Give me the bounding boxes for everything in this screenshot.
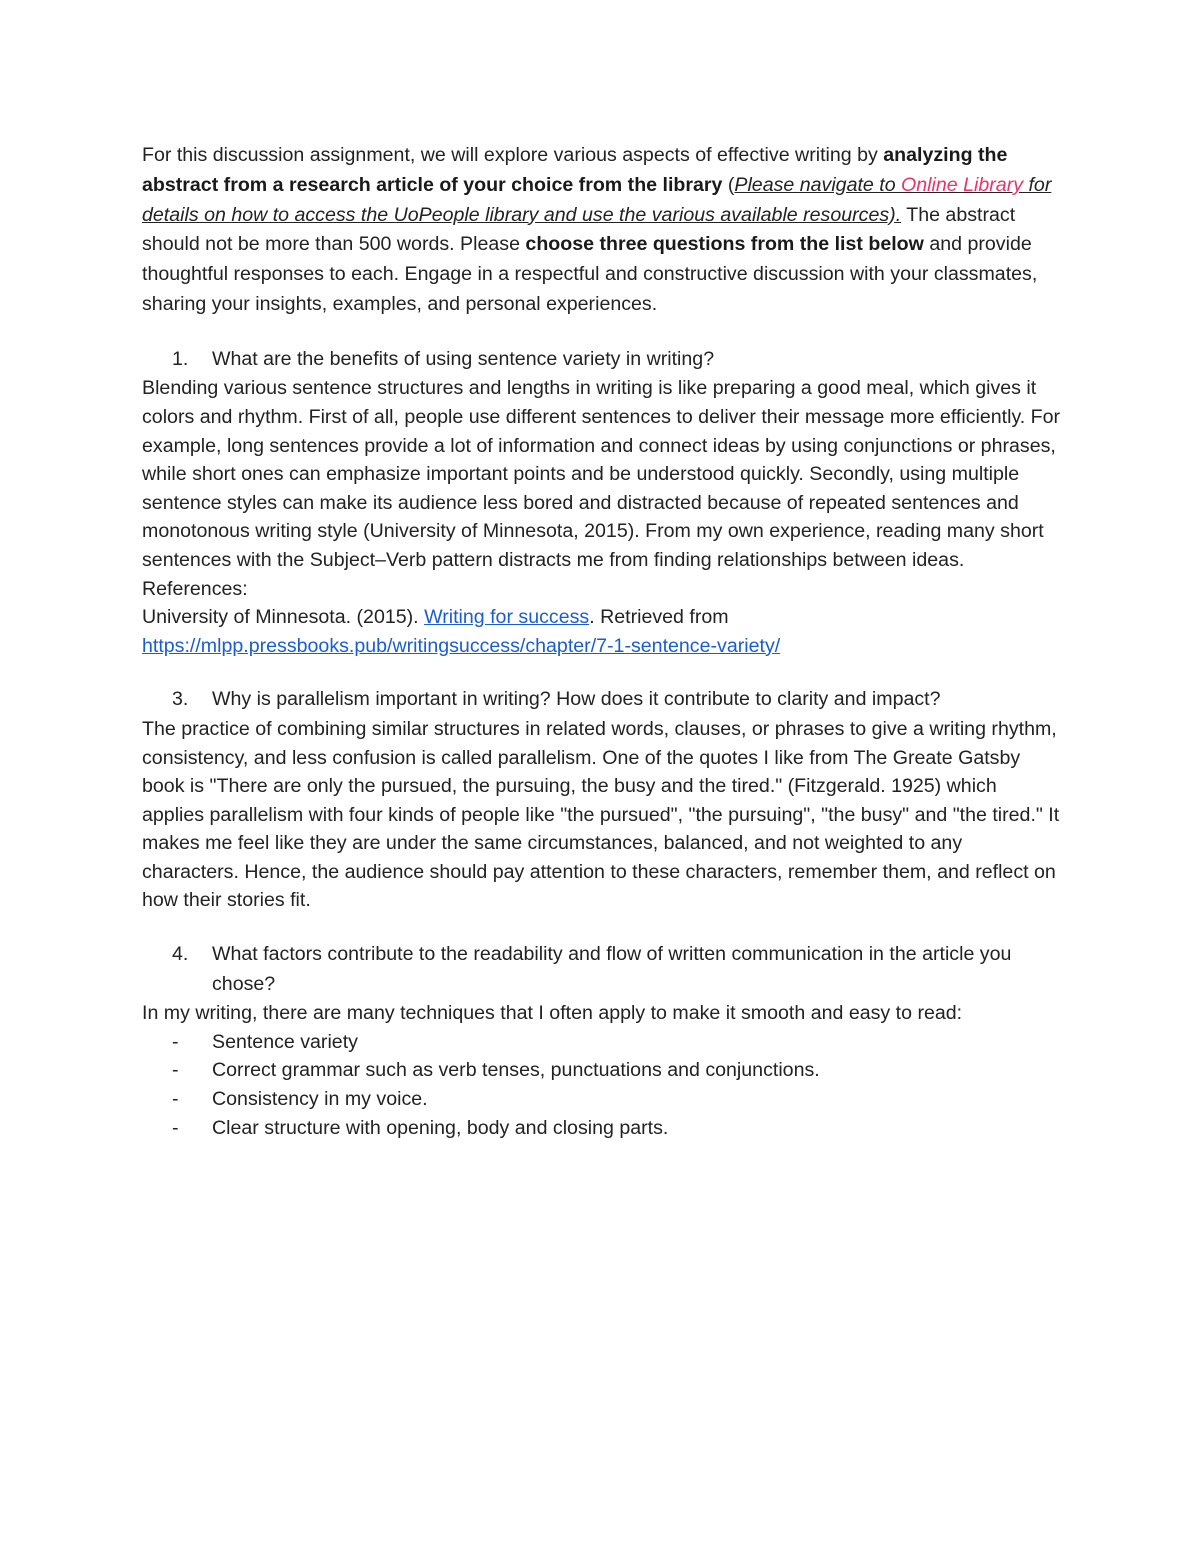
library-note-start: Please navigate to [734, 173, 902, 196]
question-4 [142, 940, 1062, 999]
intro-text-3: and provide thoughtful responses to each. Engage in a respectful and constructive discussion with your classmates, sharing your insights, examples, and personal experiences. [142, 233, 1038, 315]
intro-paren: ( [722, 173, 735, 196]
online-library-link[interactable]: Online Library [901, 173, 1024, 196]
question-1-text: What are the benefits of using sentence variety in writing? [212, 347, 715, 370]
bullet-dash: - [172, 1116, 179, 1139]
bullet-dash: - [172, 1030, 179, 1053]
reference-url-link[interactable]: https://mlpp.pressbooks.pub/writingsuccess/chapter/7-1-sentence-variety/ [142, 634, 781, 657]
bullet-dash: - [172, 1088, 179, 1111]
reference-url-line [142, 632, 1062, 661]
intro-text-1: For this discussion assignment, we will explore various aspects of effective writing by [142, 144, 884, 166]
answer-1: Blending various sentence structures and lengths in writing is like preparing a good meal, which gives it colors and rhythm. First of all, people use different sentences to deliver their message more efficiently. For example, long sentences provide a lot of information and connect ideas by using conjunctions or phrases, while short ones can emphasize important points and be understood quickly. Secondly, using multiple sentence styles can make its audience less bored and distracted because of repeated sentences and monotonous writing style (University of Minnesota, 2015). From my own experience, reading many short sentences with the Subject–Verb pattern distracts me from finding relationships between ideas. [142, 377, 1061, 571]
document-body [142, 141, 1062, 1142]
library-note-end: for details on how to access the UoPeople library and use the various available resources). [142, 173, 1052, 226]
answer-4: In my writing, there are many techniques that I often apply to make it smooth and easy to read: [142, 1002, 963, 1025]
bullet-item [142, 1056, 1062, 1085]
reference-retrieved: . Retrieved from [589, 606, 729, 629]
intro-bold-2: choose three questions from the list below [525, 233, 924, 256]
intro-text-2: The abstract should not be more than 500 words. Please [142, 203, 1016, 256]
question-3-number: 3. [172, 688, 189, 711]
question-1 [142, 345, 1062, 375]
bullet-item [142, 1114, 1062, 1143]
question-4-text: What factors contribute to the readability and flow of written communication in the article you chose? [212, 943, 1012, 995]
references-label: References: [142, 577, 248, 600]
bullet-item [142, 1085, 1062, 1114]
answer-3: The practice of combining similar structures in related words, clauses, or phrases to give a writing rhythm, consistency, and less confusion is called parallelism. One of the quotes I like from The Greate Gatsby book is "There are only the pursued, the pursuing, the busy and the tired." (Fitzgerald. 1925) which applies parallelism with four kinds of people like "the pursued", "the pursuing", "the busy" and "the tired." It makes me feel like they are under the same circumstances, balanced, and not weighted to any characters. Hence, the audience should pay attention to these characters, remember them, and reflect on how their stories fit. [142, 717, 1060, 912]
spacer [142, 915, 1062, 940]
bullet-text: Clear structure with opening, body and closing parts. [212, 1116, 669, 1139]
question-1-number: 1. [172, 347, 189, 370]
reference-entry [142, 603, 1062, 632]
question-4-number: 4. [172, 943, 189, 966]
bullet-item [142, 1028, 1062, 1057]
reference-title-link[interactable]: Writing for success [424, 606, 590, 629]
intro-bold-1: analyzing the abstract from a research article of your choice from the library [142, 144, 1008, 196]
spacer [142, 320, 1062, 345]
intro-paragraph [142, 141, 1062, 320]
spacer [142, 660, 1062, 685]
bullet-text: Sentence variety [212, 1030, 358, 1053]
bullet-text: Consistency in my voice. [212, 1088, 428, 1111]
question-3 [142, 685, 1062, 715]
bullet-dash: - [172, 1059, 179, 1082]
question-3-text: Why is parallelism important in writing? How does it contribute to clarity and impact? [212, 688, 941, 711]
reference-author: University of Minnesota. (2015). [142, 606, 425, 629]
bullet-text: Correct grammar such as verb tenses, punctuations and conjunctions. [212, 1059, 820, 1082]
